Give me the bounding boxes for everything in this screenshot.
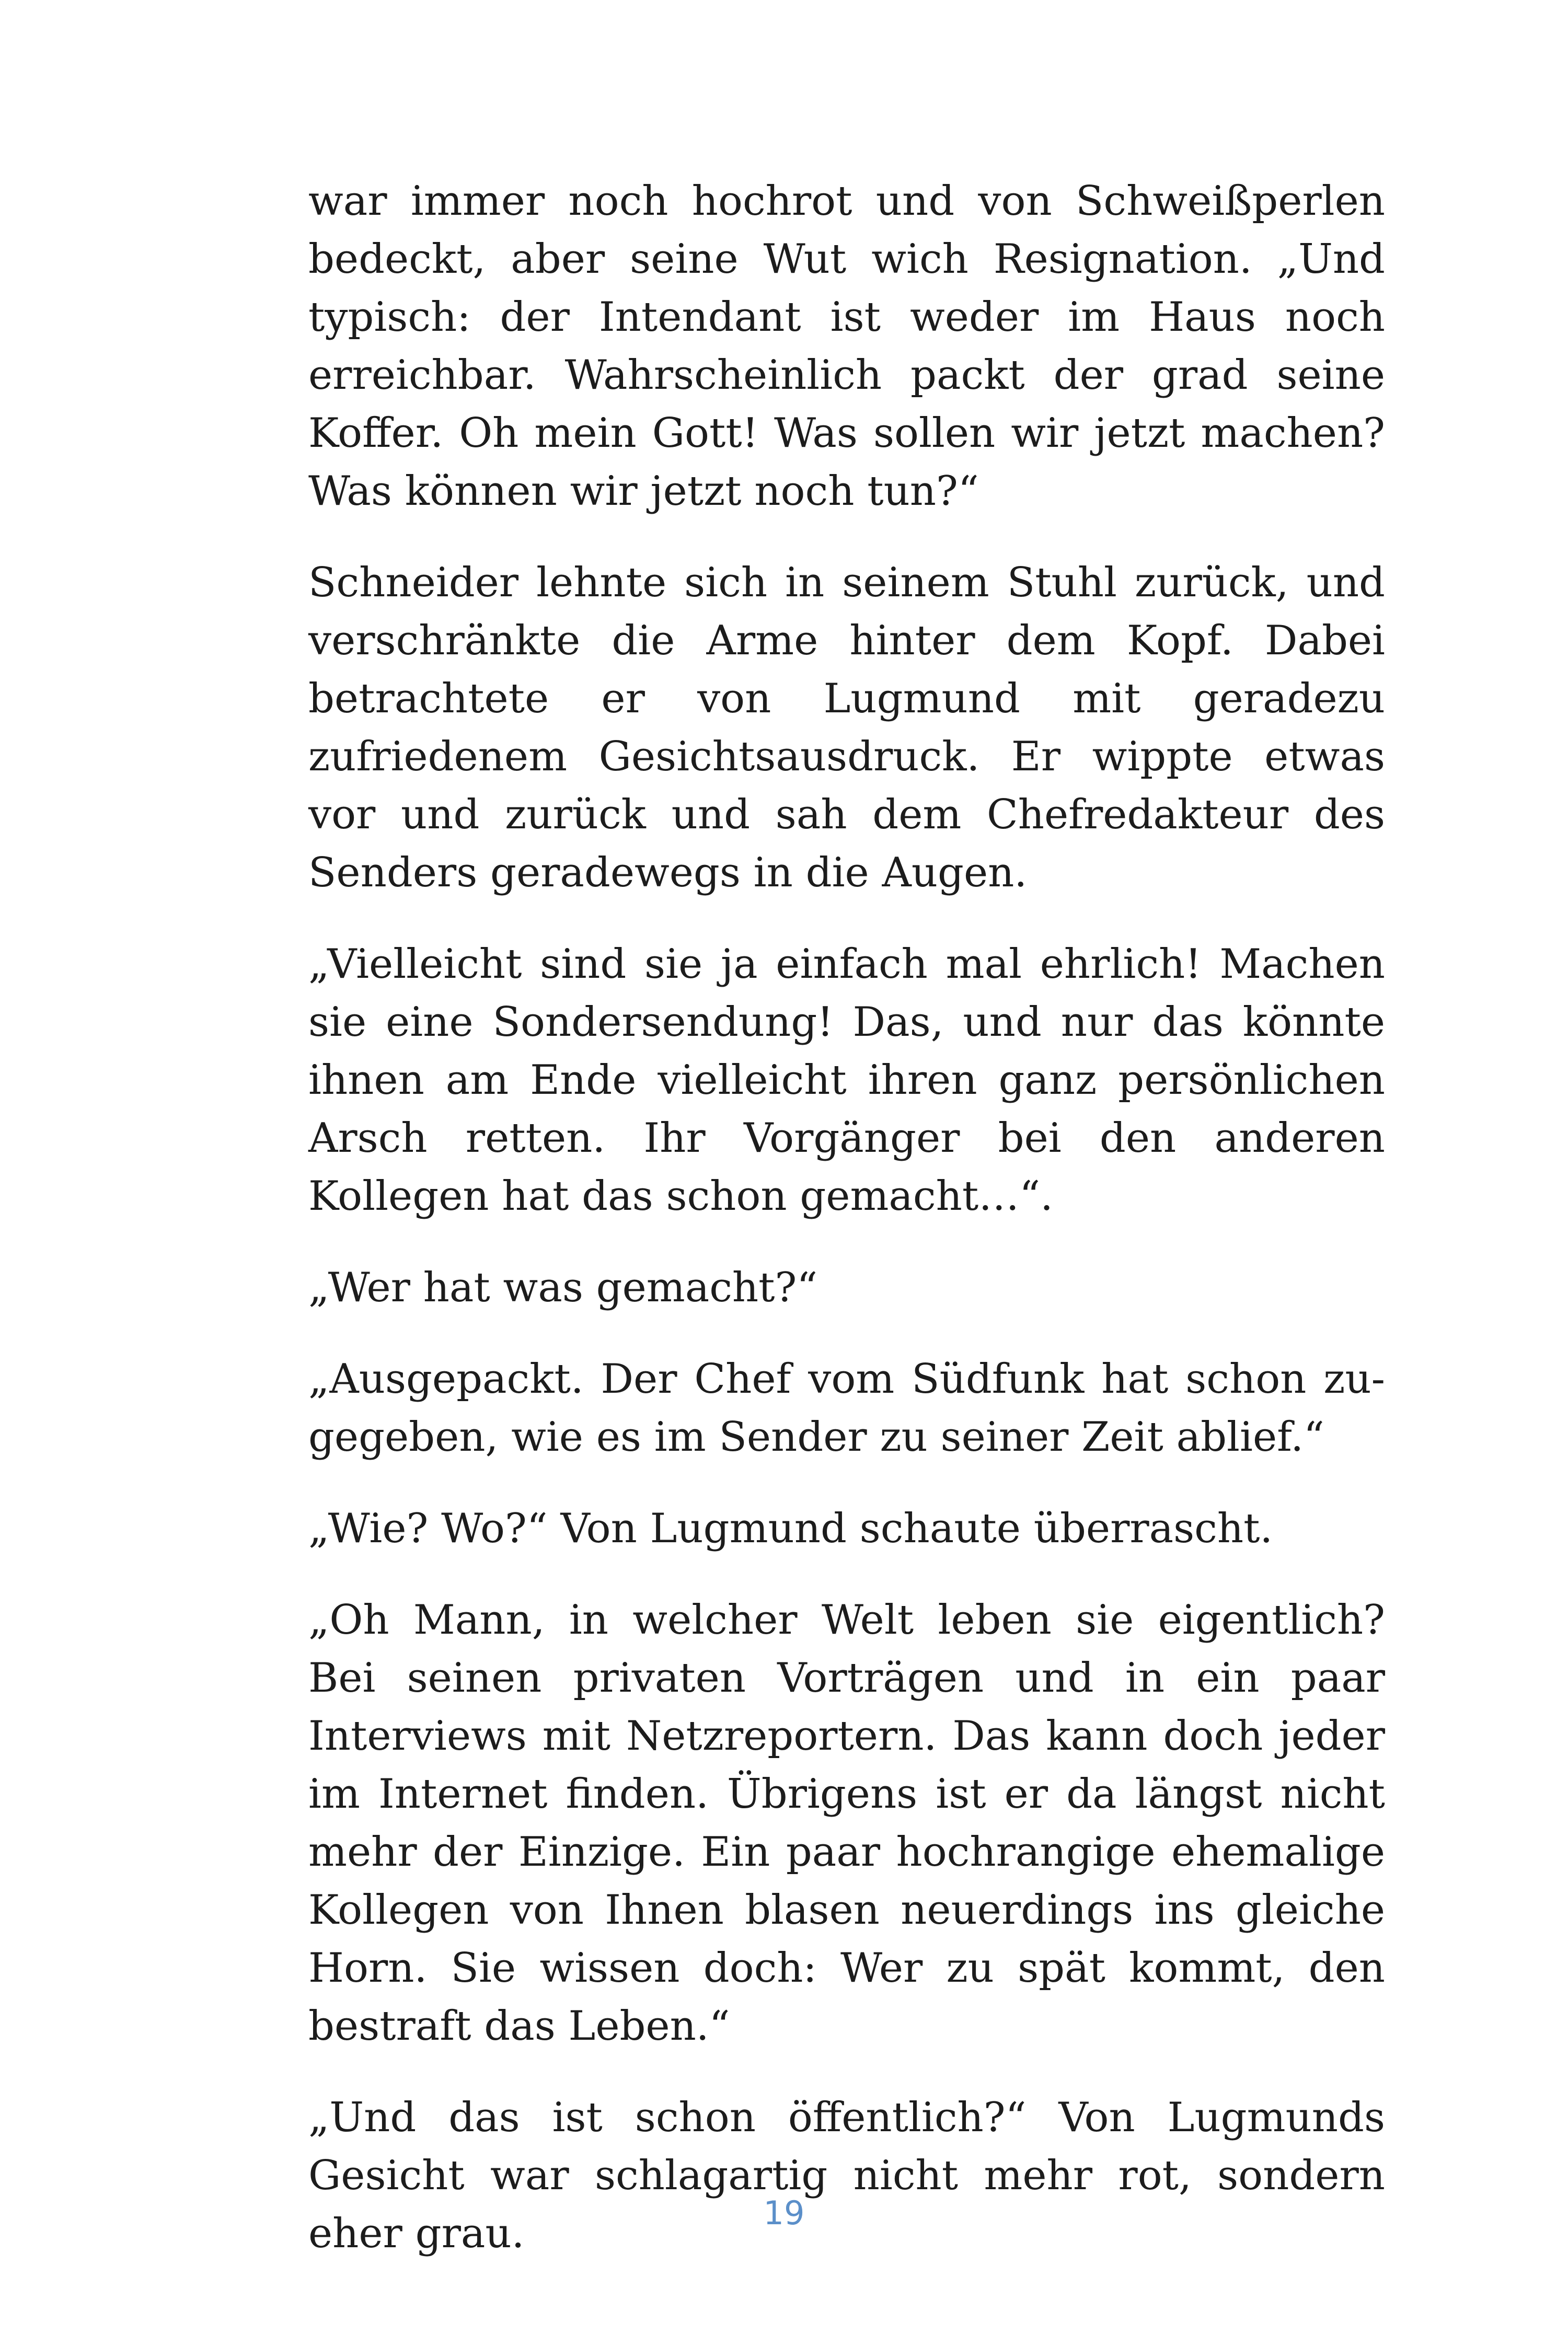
paragraph-1: war immer noch hochrot und von Schweißperlen bedeckt, aber seine Wut wich Resignation. „Und typisch: der Intendant ist weder im Haus noch erreichbar. Wahrscheinlich packt der grad seine Koffer. Oh mein Gott! Was sollen wir jetzt machen? Was können wir jetzt noch tun?“ — [308, 178, 1385, 515]
paragraph-2: Schneider lehnte sich in seinem Stuhl zurück, und verschränkte die Arme hinter dem Kopf. Dabei betrachtete er von Lugmund mit geradezu zufriedenem Gesichtsausdruck. Er wippte etwas vor und zurück und sah dem Chefredakteur des Senders geradewegs in die Augen. — [308, 559, 1385, 896]
paragraph-7: „Oh Mann, in welcher Welt leben sie eigentlich? Bei seinen privaten Vorträgen und in ein paar Interviews mit Netzreportern. Das kann doch jeder im Internet finden. Übrigens ist er da längst nicht mehr der Einzige. Ein paar hochrangige ehemalige Kollegen von Ihnen blasen neuerdings ins gleiche Horn. Sie wissen doch: Wer zu spät kommt, den bestraft das Leben.“ — [308, 1597, 1385, 2050]
paragraph-5: „Ausgepackt. Der Chef vom Südfunk hat schon zugegeben, wie es im Sender zu seiner Zeit ablief.“ — [308, 1356, 1385, 1461]
paragraph-3: „Vielleicht sind sie ja einfach mal ehrlich! Machen sie eine Sondersendung! Das, und nur das könnte ihnen am Ende vielleicht ihren ganz persönlichen Arsch retten. Ihr Vorgänger bei den anderen Kollegen hat das schon gemacht…“. — [308, 941, 1385, 1220]
page-number: 19 — [763, 2194, 805, 2232]
paragraph-4: „Wer hat was gemacht?“ — [308, 1264, 818, 1311]
paragraph-8: „Und das ist schon öffentlich?“ Von Lugmunds Gesicht war schlagartig nicht mehr rot, sondern eher grau. — [308, 2094, 1385, 2257]
paragraph-6: „Wie? Wo?“ Von Lugmund schaute überrascht. — [308, 1505, 1273, 1552]
body-text — [308, 172, 1385, 2263]
